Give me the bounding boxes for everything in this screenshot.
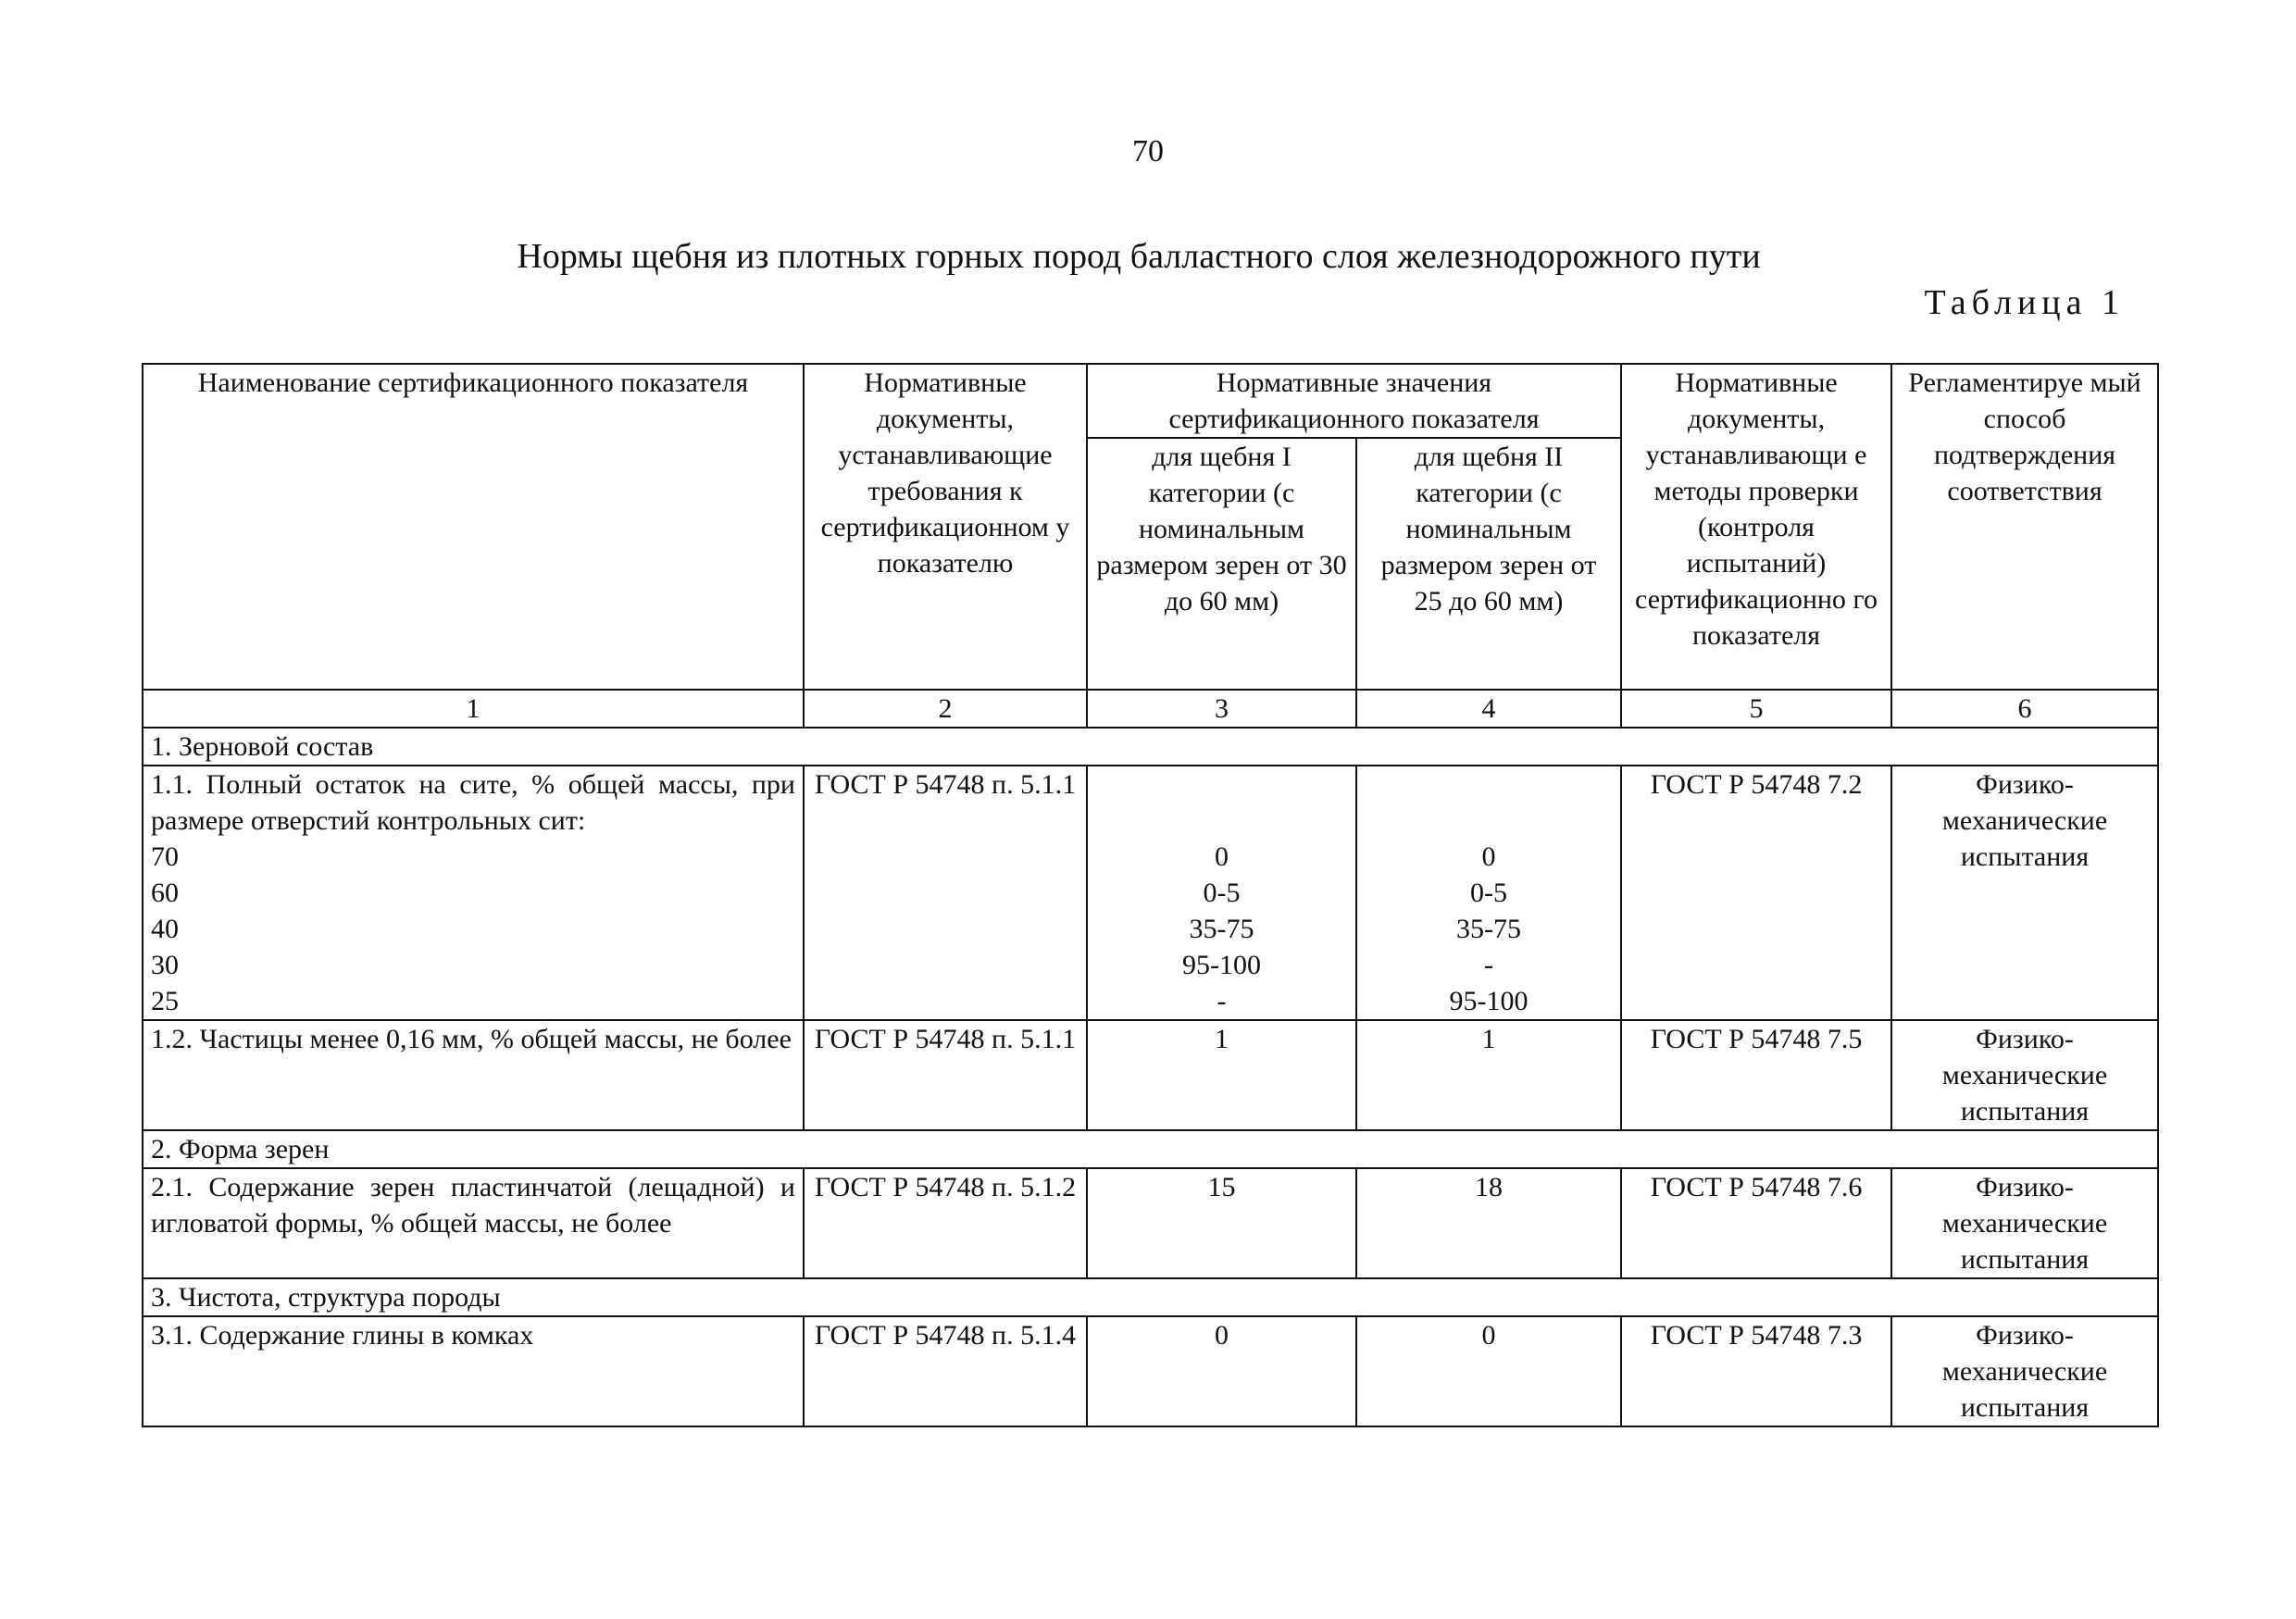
sieve-size: 60 <box>151 878 179 908</box>
page-number: 70 <box>1132 134 1164 168</box>
table-row <box>143 1168 2158 1278</box>
category-1-value: 0 <box>1087 1316 1356 1426</box>
indicator-name <box>143 766 804 1020</box>
normative-doc: ГОСТ Р 54748 п. 5.1.2 <box>804 1168 1087 1278</box>
header-indicator-name: Наименование сертификационного показателя <box>143 364 804 690</box>
section-title: 2. Форма зерен <box>143 1130 2158 1168</box>
column-number: 1 <box>143 690 804 728</box>
sieve-size: 40 <box>151 914 179 944</box>
test-method: ГОСТ Р 54748 7.5 <box>1621 1020 1891 1130</box>
section-title: 1. Зерновой состав <box>143 728 2158 766</box>
indicator-name: 1.2. Частицы менее 0,16 мм, % общей массы, не более <box>143 1020 804 1130</box>
category-2-value: 18 <box>1356 1168 1621 1278</box>
value-line: - <box>1217 986 1227 1016</box>
value-line: 0 <box>1215 841 1229 872</box>
category-2-values <box>1356 766 1621 1020</box>
value-line: 0-5 <box>1203 878 1241 908</box>
test-method: ГОСТ Р 54748 7.2 <box>1621 766 1891 1020</box>
normative-doc: ГОСТ Р 54748 п. 5.1.1 <box>804 1020 1087 1130</box>
category-2-value: 1 <box>1356 1020 1621 1130</box>
table-row <box>143 766 2158 1020</box>
column-number: 2 <box>804 690 1087 728</box>
section-title: 3. Чистота, структура породы <box>143 1278 2158 1316</box>
value-line <box>1365 803 1613 839</box>
sieve-size: 30 <box>151 950 179 980</box>
category-1-value: 15 <box>1087 1168 1356 1278</box>
normative-doc: ГОСТ Р 54748 п. 5.1.4 <box>804 1316 1087 1426</box>
value-line <box>1095 803 1348 839</box>
test-method: ГОСТ Р 54748 7.6 <box>1621 1168 1891 1278</box>
test-method: ГОСТ Р 54748 7.3 <box>1621 1316 1891 1426</box>
indicator-name: 3.1. Содержание глины в комках <box>143 1316 804 1426</box>
confirmation-method: Физико-механические испытания <box>1891 1316 2158 1426</box>
confirmation-method: Физико-механические испытания <box>1891 1020 2158 1130</box>
header-category-2: для щебня II категории (с номинальным размером зерен от 25 до 60 мм) <box>1356 438 1621 690</box>
table-label: Таблица 1 <box>1924 283 2125 322</box>
value-line: 35-75 <box>1189 914 1254 944</box>
header-test-methods: Нормативные документы, устанавливающи е методы проверки (контроля испытаний) сертификационно го показателя <box>1621 364 1891 690</box>
value-line: 0-5 <box>1470 878 1507 908</box>
sieve-size: 25 <box>151 986 179 1016</box>
indicator-name: 2.1. Содержание зерен пластинчатой (лещадной) и игловатой формы, % общей массы, не более <box>143 1168 804 1278</box>
column-number: 3 <box>1087 690 1356 728</box>
value-line: 95-100 <box>1449 986 1529 1016</box>
column-number: 6 <box>1891 690 2158 728</box>
value-line: 0 <box>1481 841 1496 872</box>
confirmation-method: Физико-механические испытания <box>1891 766 2158 1020</box>
value-line: 35-75 <box>1456 914 1521 944</box>
header-category-1: для щебня I категории (с номинальным размером зерен от 30 до 60 мм) <box>1087 438 1356 690</box>
column-number: 5 <box>1621 690 1891 728</box>
sieve-size: 70 <box>151 841 179 872</box>
indicator-text: 1.1. Полный остаток на сите, % общей массы, при размере отверстий контрольных сит: <box>151 769 795 836</box>
document-title: Нормы щебня из плотных горных пород балластного слоя железнодорожного пути <box>517 237 1761 276</box>
value-line <box>1095 766 1348 803</box>
value-line: 95-100 <box>1182 950 1261 980</box>
value-line: - <box>1484 950 1493 980</box>
category-1-values <box>1087 766 1356 1020</box>
category-1-value: 1 <box>1087 1020 1356 1130</box>
value-line <box>1365 766 1613 803</box>
norms-table <box>142 363 2159 1427</box>
confirmation-method: Физико-механические испытания <box>1891 1168 2158 1278</box>
column-number: 4 <box>1356 690 1621 728</box>
header-normative-values: Нормативные значения сертификационного показателя <box>1087 364 1621 438</box>
category-2-value: 0 <box>1356 1316 1621 1426</box>
header-normative-docs: Нормативные документы, устанавливающие требования к сертификационном у показателю <box>804 364 1087 690</box>
table-row <box>143 1020 2158 1130</box>
header-confirmation-method: Регламентируе мый способ подтверждения соответствия <box>1891 364 2158 690</box>
normative-doc: ГОСТ Р 54748 п. 5.1.1 <box>804 766 1087 1020</box>
table-row <box>143 1316 2158 1426</box>
